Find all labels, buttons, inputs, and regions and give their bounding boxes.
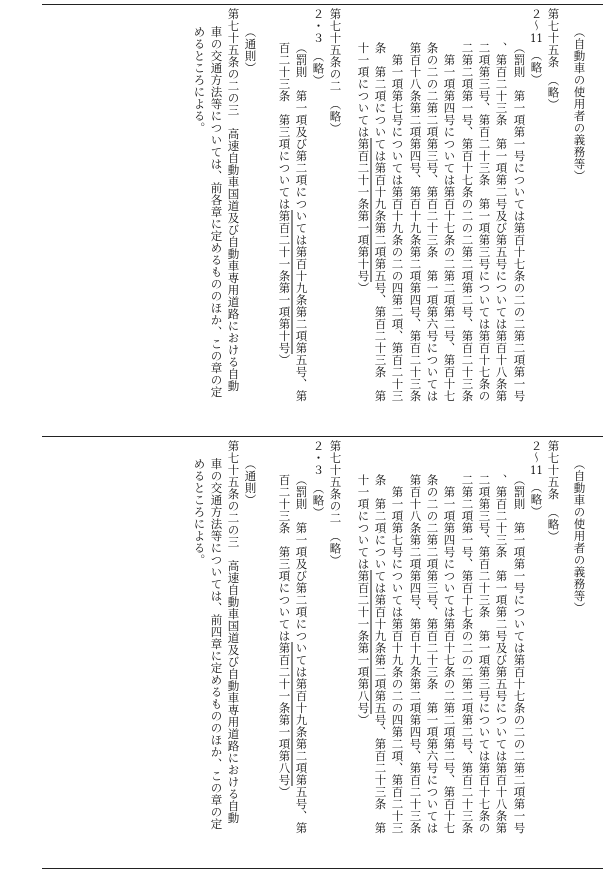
article-75-2-3-line-1: 第七十五条の二の三 高速自動車国道及び自動車専用道路における自動 <box>226 440 241 824</box>
penalty-line-4: 二第二項第一号、第百十七条の二の二第二項第二号、第百二十三条 <box>460 42 475 402</box>
article-75-2-3-line-3: めるところによる。 <box>192 26 207 134</box>
heading-user-duties: （自動車の使用者の義務等） <box>572 26 587 182</box>
penalty-line-7: 第百十八条第二項第四号、第百十九条第二項第四号、第百二十三条 <box>408 474 423 834</box>
heading-general-rule: （通則） <box>243 458 258 506</box>
article-75-2-3-line-2: 車の交通方法等については、前四章に定めるもののほか、この章の定 <box>209 458 224 830</box>
amended-reference: 第百二十一条第一項第十号 <box>356 138 371 282</box>
heading-general-rule: （通則） <box>243 26 258 74</box>
article-75-2: 第七十五条の二 （略） <box>328 8 343 135</box>
penalty-line-10: 十一項については第百二十一条第一項第十号） <box>356 42 371 294</box>
penalty2-line-1: （罰則 第一項及び第二項については第百十九条第二項第五号、第 <box>294 474 309 834</box>
penalty-line-9: 条 第二項については第百十九条第二項第五号、第百二十三条 第 <box>373 474 388 834</box>
bottom-border-line <box>42 868 603 869</box>
paragraph-2-11: ２〜11 （略） <box>529 8 544 86</box>
article-75: 第七十五条 （略） <box>546 8 561 111</box>
article-75-2-3-line-3: めるところによる。 <box>192 458 207 566</box>
paragraph-2-11: ２〜11 （略） <box>529 440 544 518</box>
penalty-line-8: 第一項第七号については第百十九条の二の四第二項、第百二十三 <box>390 42 405 402</box>
amended-reference: 第百二十一条第一項第八号 <box>277 642 292 786</box>
penalty-line-2: 、第百二十三条 第一項第二号及び第五号については第百十八条第 <box>494 42 509 402</box>
penalty-line-5: 第一項第四号については第百十七条の二第二項第二号、第百十七 <box>442 474 457 834</box>
penalty-line-9: 条 第二項については第百十九条第二項第五号、第百二十三条 第 <box>373 42 388 402</box>
penalty-line-1: （罰則 第一項第一号については第百十七条の二の二第二項第一号 <box>512 474 527 834</box>
penalty-line-5: 第一項第四号については第百十七条の二第二項第二号、第百十七 <box>442 42 457 402</box>
top-border-line <box>42 4 603 5</box>
article-75-2-3-line-1: 第七十五条の二の三 高速自動車国道及び自動車専用道路における自動 <box>226 8 241 392</box>
paragraph-2-3: ２・３ （略） <box>311 8 326 87</box>
penalty2-line-2: 百二十三条 第三項については第百二十一条第一項第十号） <box>277 42 292 366</box>
penalty-line-3: 二項第三号、第百二十三条 第一項第三号については第百十七条の <box>477 474 492 834</box>
amended-reference: 第百二十一条第一項第十号 <box>277 210 292 354</box>
penalty-line-4: 二第二項第一号、第百十七条の二の二第二項第二号、第百二十三条 <box>460 474 475 834</box>
article-75-2-3-line-2: 車の交通方法等については、前各章に定めるもののほか、この章の定 <box>209 26 224 398</box>
penalty-line-6: 条の二の二第二項第三号、第百二十三条 第一項第六号については <box>425 474 440 834</box>
middle-divider-line <box>42 436 603 437</box>
penalty-line-8: 第一項第七号については第百十九条の二の四第二項、第百二十三 <box>390 474 405 834</box>
penalty2-line-2: 百二十三条 第三項については第百二十一条第一項第八号） <box>277 474 292 798</box>
panel-revised-text <box>42 6 603 434</box>
heading-user-duties: （自動車の使用者の義務等） <box>572 458 587 614</box>
amended-reference: 第百二十一条第一項第八号 <box>356 570 371 714</box>
article-75-2: 第七十五条の二 （略） <box>328 440 343 567</box>
penalty-line-1: （罰則 第一項第一号については第百十七条の二の二第二項第一号 <box>512 42 527 402</box>
article-75: 第七十五条 （略） <box>546 440 561 543</box>
penalty-line-2: 、第百二十三条 第一項第二号及び第五号については第百十八条第 <box>494 474 509 834</box>
penalty-line-7: 第百十八条第二項第四号、第百十九条第二項第四号、第百二十三条 <box>408 42 423 402</box>
penalty-line-10: 十一項については第百二十一条第一項第八号） <box>356 474 371 726</box>
penalty2-line-1: （罰則 第一項及び第二項については第百十九条第二項第五号、第 <box>294 42 309 402</box>
panel-current-text <box>42 438 603 866</box>
paragraph-2-3: ２・３ （略） <box>311 440 326 519</box>
penalty-line-3: 二項第三号、第百二十三条 第一項第三号については第百十七条の <box>477 42 492 402</box>
penalty-line-6: 条の二の二第二項第三号、第百二十三条 第一項第六号については <box>425 42 440 402</box>
